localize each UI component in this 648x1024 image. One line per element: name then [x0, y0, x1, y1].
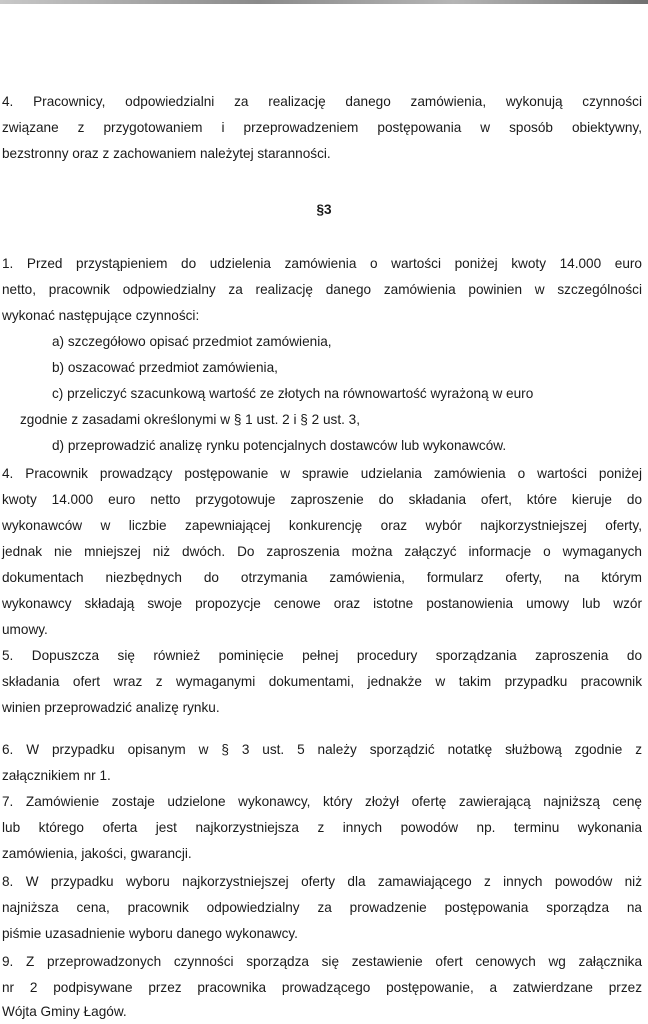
text-line: 6. W przypadku opisanym w § 3 ust. 5 należy sporządzić notatkę służbową zgodnie z	[2, 742, 642, 757]
text-line: dokumentach niezbędnych do otrzymania zamówienia, formularz oferty, na którym	[2, 570, 642, 585]
text-line: netto, pracownik odpowiedzialny za realizację danego zamówienia powinien w szczególności	[2, 282, 642, 297]
text-line: 9. Z przeprowadzonych czynności sporządza się zestawienie ofert cenowych wg załącznika	[2, 954, 642, 969]
text-line: wykonać następujące czynności:	[2, 308, 200, 323]
subpoint-a: a) szczegółowo opisać przedmiot zamówienia,	[52, 334, 332, 349]
text-line: składania ofert wraz z wymaganymi dokumentami, jednakże w takim przypadku pracownik	[2, 674, 642, 689]
text-line: związane z przygotowaniem i przeprowadzeniem postępowania w sposób obiektywny,	[2, 120, 642, 135]
text-line: zamówienia, jakości, gwarancji.	[2, 846, 192, 861]
text-line: 4. Pracownicy, odpowiedzialni za realizację danego zamówienia, wykonują czynności	[2, 94, 642, 109]
text-line: 5. Dopuszcza się również pominięcie pełnej procedury sporządzania zaproszenia do	[2, 648, 642, 663]
text-line: bezstronny oraz z zachowaniem należytej staranności.	[2, 146, 331, 161]
text-line: 7. Zamówienie zostaje udzielone wykonawcy, który złożył ofertę zawierającą najniższą cenę	[2, 794, 642, 809]
subpoint-c: c) przeliczyć szacunkową wartość ze złotych na równowartość wyrażoną w euro	[52, 386, 534, 401]
text-line: piśmie uzasadnienie wyboru danego wykonawcy.	[2, 926, 298, 941]
text-line: 4. Pracownik prowadzący postępowanie w sprawie udzielania zamówienia o wartości poniżej	[2, 466, 642, 481]
text-line: winien przeprowadzić analizę rynku.	[2, 700, 220, 715]
text-line: najniższa cena, pracownik odpowiedzialny za prowadzenie postępowania sporządza na	[2, 900, 642, 915]
text-line: Wójta Gminy Łagów.	[2, 1004, 127, 1019]
text-line: kwoty 14.000 euro netto przygotowuje zaproszenie do składania ofert, które kieruje do	[2, 492, 642, 507]
text-line: nr 2 podpisywane przez pracownika prowadzącego postępowanie, a zatwierdzane przez	[2, 980, 642, 995]
text-line: 8. W przypadku wyboru najkorzystniejszej oferty dla zamawiającego z innych powodów niż	[2, 874, 642, 889]
subpoint-d: d) przeprowadzić analizę rynku potencjalnych dostawców lub wykonawców.	[52, 438, 507, 453]
text-line: jednak nie mniejszej niż dwóch. Do zaproszenia można załączyć informacje o wymaganych	[2, 544, 642, 559]
text-line: umowy.	[2, 622, 48, 637]
text-line: 1. Przed przystąpieniem do udzielenia zamówienia o wartości poniżej kwoty 14.000 euro	[2, 256, 642, 271]
section-heading: §3	[316, 202, 332, 217]
scan-edge	[0, 0, 648, 4]
subpoint-c-continued: zgodnie z zasadami określonymi w § 1 ust. 2 i § 2 ust. 3,	[20, 412, 361, 427]
text-line: wykonawców w liczbie zapewniającej konkurencję oraz wybór najkorzystniejszej oferty,	[2, 518, 642, 533]
text-line: wykonawcy składają swoje propozycje cenowe oraz istotne postanowienia umowy lub wzór	[2, 596, 642, 611]
text-line: załącznikiem nr 1.	[2, 768, 111, 783]
text-line: lub którego oferta jest najkorzystniejsza z innych powodów np. terminu wykonania	[2, 820, 642, 835]
subpoint-b: b) oszacować przedmiot zamówienia,	[52, 360, 278, 375]
